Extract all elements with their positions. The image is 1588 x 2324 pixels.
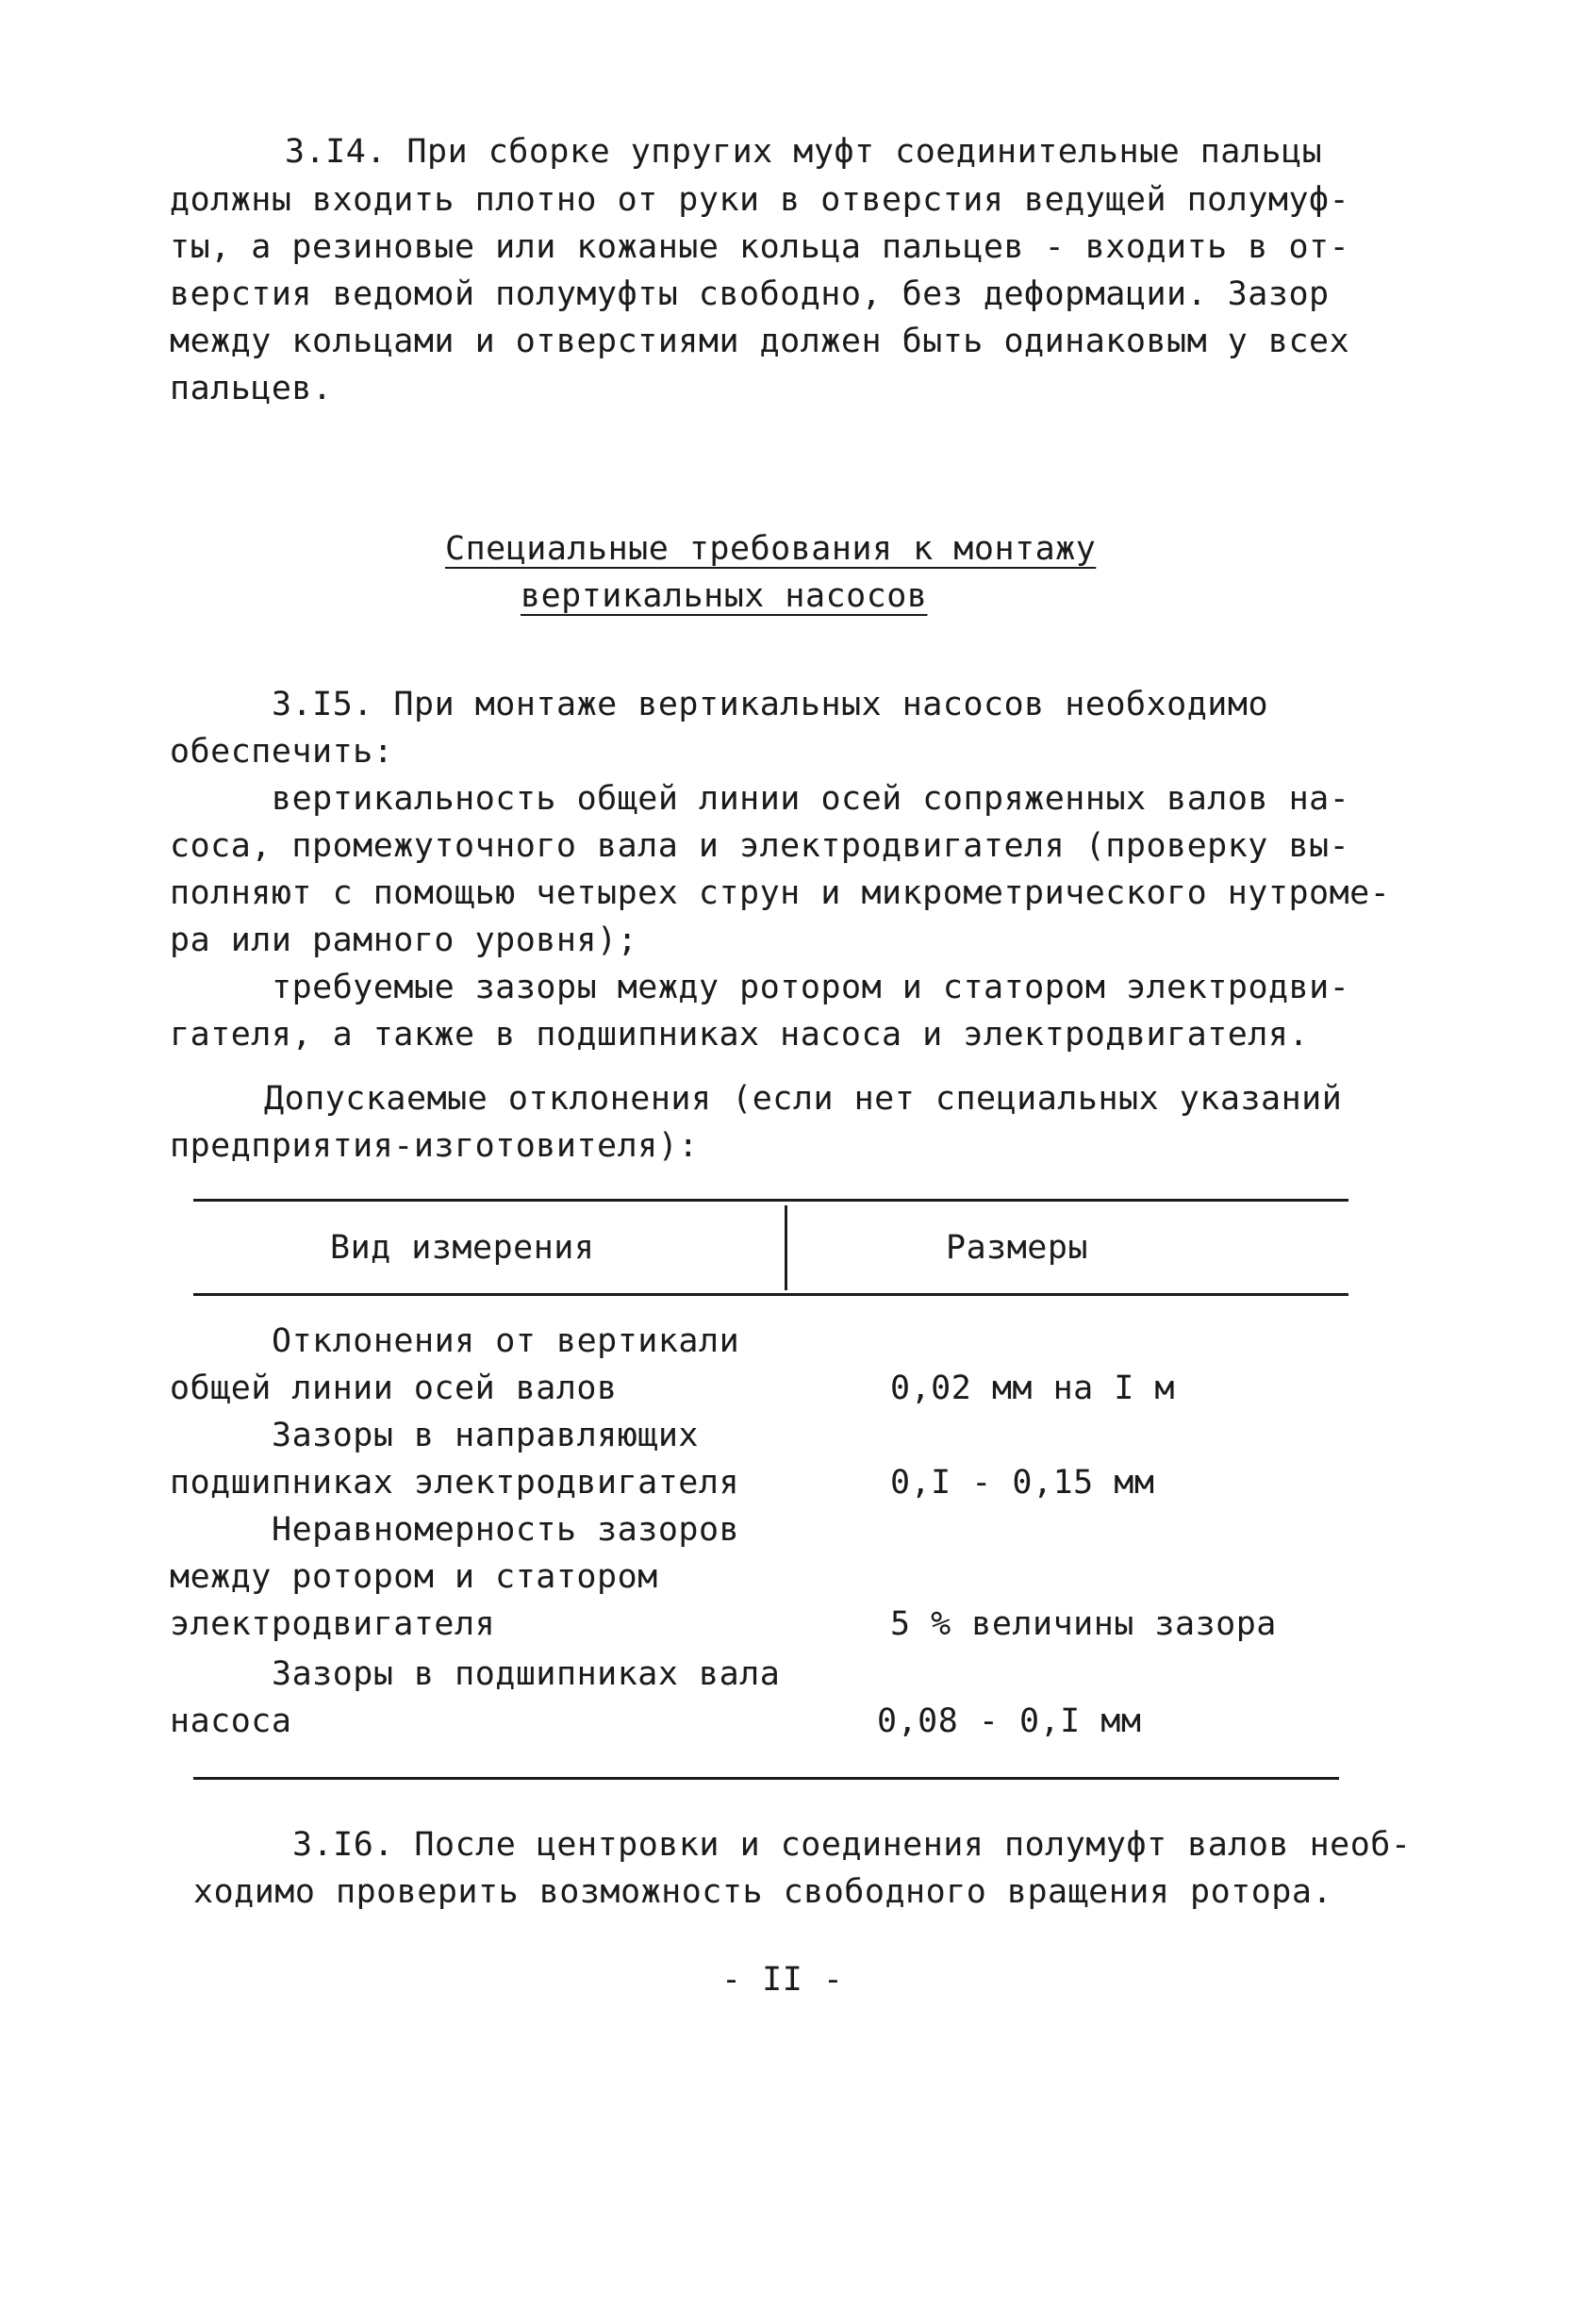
- paragraph-line: ты, а резиновые или кожаные кольца пальцев - входить в от-: [170, 228, 1350, 266]
- paragraph-line: 3.I5. При монтаже вертикальных насосов необходимо: [272, 686, 1269, 723]
- paragraph-line: Допускаемые отклонения (если нет специальных указаний: [264, 1080, 1343, 1118]
- paragraph-line: полняют с помощью четырех струн и микрометрического нутроме-: [170, 874, 1391, 912]
- heading-line-2: вертикальных насосов: [521, 577, 928, 615]
- table-top-rule: [193, 1199, 1348, 1202]
- column-header-measure: Вид измерения: [330, 1229, 595, 1267]
- table-column-divider: [785, 1205, 787, 1290]
- paragraph-line: гателя, а также в подшипниках насоса и электродвигателя.: [170, 1016, 1310, 1054]
- paragraph-line: ра или рамного уровня);: [170, 921, 638, 959]
- table-row-value: 0,I - 0,15 мм: [890, 1464, 1155, 1502]
- paragraph-line: верстия ведомой полумуфты свободно, без деформации. Зазор: [170, 275, 1330, 313]
- table-row-measure: общей линии осей валов: [170, 1370, 618, 1407]
- table-row-measure: подшипниках электродвигателя: [170, 1464, 740, 1502]
- table-bottom-rule: [193, 1777, 1339, 1780]
- table-row-measure: Отклонения от вертикали: [272, 1322, 740, 1360]
- heading-line-1: Специальные требования к монтажу: [445, 530, 1097, 568]
- table-row-measure: насоса: [170, 1702, 292, 1740]
- paragraph-line: должны входить плотно от руки в отверстия ведущей полумуф-: [170, 181, 1350, 219]
- paragraph-line: вертикальность общей линии осей сопряженных валов на-: [272, 780, 1350, 818]
- paragraph-line: 3.I4. При сборке упругих муфт соединительные пальцы: [285, 133, 1323, 171]
- table-row-value: 5 % величины зазора: [890, 1605, 1277, 1643]
- column-header-size: Размеры: [946, 1229, 1089, 1267]
- paragraph-line: ходимо проверить возможность свободного вращения ротора.: [193, 1873, 1333, 1911]
- paragraph-line: обеспечить:: [170, 733, 394, 771]
- table-row-measure: Зазоры в подшипниках вала: [272, 1655, 781, 1693]
- paragraph-line: между кольцами и отверстиями должен быть одинаковым у всех: [170, 323, 1350, 360]
- table-header-rule: [193, 1293, 1348, 1296]
- paragraph-line: соса, промежуточного вала и электродвигателя (проверку вы-: [170, 827, 1350, 865]
- table-row-value: 0,08 - 0,I мм: [877, 1702, 1142, 1740]
- paragraph-line: 3.I6. После центровки и соединения полумуфт валов необ-: [292, 1826, 1412, 1864]
- paragraph-line: пальцев.: [170, 370, 333, 407]
- table-row-measure: электродвигателя: [170, 1605, 496, 1643]
- page-number: - II -: [721, 1961, 844, 1999]
- table-row-value: 0,02 мм на I м: [890, 1370, 1176, 1407]
- table-row-measure: между ротором и статором: [170, 1558, 658, 1596]
- table-row-measure: Неравномерность зазоров: [272, 1511, 740, 1549]
- table-row-measure: Зазоры в направляющих: [272, 1417, 700, 1454]
- paragraph-line: требуемые зазоры между ротором и статором электродви-: [272, 969, 1350, 1006]
- paragraph-line: предприятия-изготовителя):: [170, 1127, 699, 1165]
